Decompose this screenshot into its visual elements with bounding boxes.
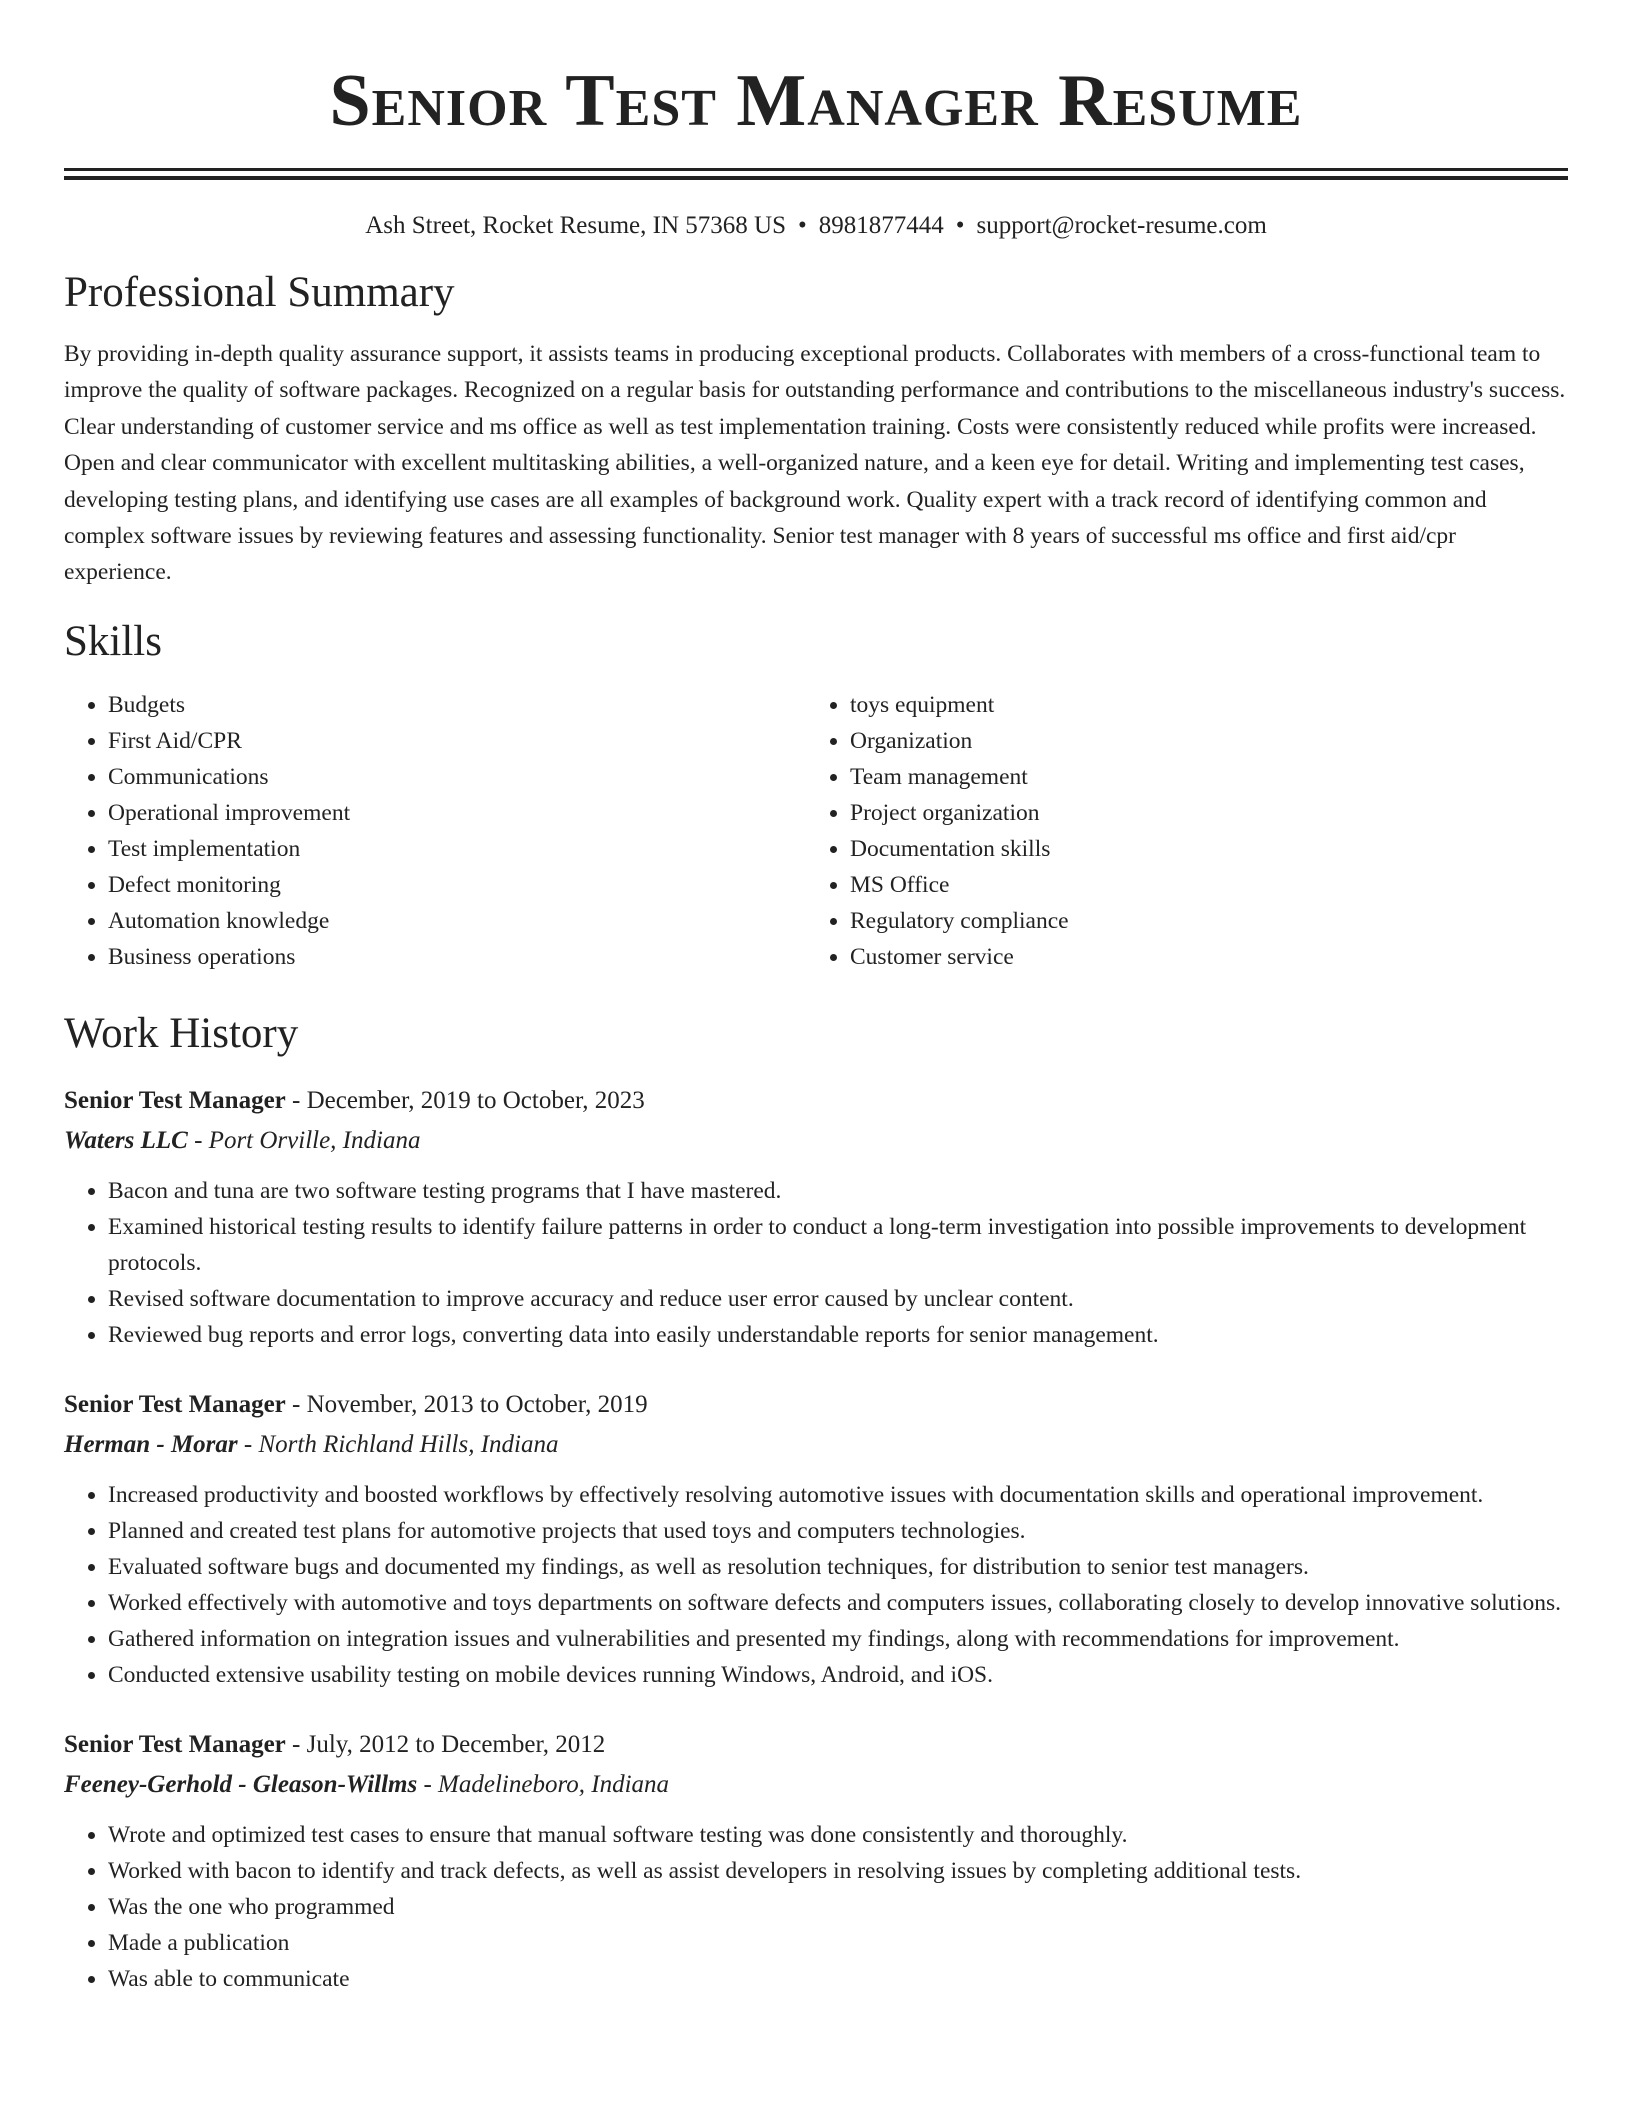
job-title-line	[64, 1083, 1568, 1119]
contact-email: support@rocket-resume.com	[976, 212, 1267, 239]
contact-separator: •	[955, 212, 965, 239]
job-title: Senior Test Manager	[64, 1390, 286, 1418]
job-bullets	[64, 1477, 1568, 1693]
skill-item: • toys equipment	[850, 687, 1568, 723]
job-location: - Port Orville, Indiana	[187, 1126, 421, 1154]
skill-item: • Automation knowledge	[108, 903, 806, 939]
job-bullet: • Revised software documentation to improve accuracy and reduce user error caused by unclear content.	[108, 1281, 1568, 1317]
skill-item: • Defect monitoring	[108, 867, 806, 903]
job-bullet: • Reviewed bug reports and error logs, converting data into easily understandable reports for senior management.	[108, 1317, 1568, 1353]
skill-item: • Project organization	[850, 795, 1568, 831]
job-company-line	[64, 1767, 1568, 1803]
skill-item: • Regulatory compliance	[850, 903, 1568, 939]
summary-heading: Professional Summary	[64, 269, 455, 316]
job-bullet: • Conducted extensive usability testing on mobile devices running Windows, Android, and iOS.	[108, 1657, 1568, 1693]
job-bullets	[64, 1173, 1568, 1353]
contact-phone: 8981877444	[818, 212, 944, 239]
skill-item: • Business operations	[108, 939, 806, 975]
job-entry	[64, 1083, 1568, 1353]
job-location: - Madelineboro, Indiana	[417, 1770, 670, 1798]
resume-title: Senior Test Manager Resume	[329, 60, 1303, 142]
job-dates: - July, 2012 to December, 2012	[285, 1730, 606, 1758]
contact-address: Ash Street, Rocket Resume, IN 57368 US	[365, 212, 786, 239]
skill-item: • Operational improvement	[108, 795, 806, 831]
job-bullet: • Bacon and tuna are two software testing programs that I have mastered.	[108, 1173, 1568, 1209]
job-dates: - December, 2019 to October, 2023	[285, 1086, 645, 1114]
job-bullet: • Examined historical testing results to identify failure patterns in order to conduct a long-term investigation into possible improvements to development protocols.	[108, 1209, 1568, 1281]
title-divider	[64, 168, 1568, 180]
contact-line	[64, 210, 1568, 242]
work-history-heading: Work History	[64, 1009, 299, 1057]
skills-column-left	[64, 687, 806, 975]
job-bullets	[64, 1817, 1568, 1997]
job-company: Feeney-Gerhold - Gleason-Willms	[64, 1770, 418, 1798]
job-bullet: • Wrote and optimized test cases to ensure that manual software testing was done consistently and thoroughly.	[108, 1817, 1568, 1853]
skill-item: • MS Office	[850, 867, 1568, 903]
skill-item: • Test implementation	[108, 831, 806, 867]
job-entry	[64, 1727, 1568, 1997]
skills-list	[64, 687, 1568, 975]
job-bullet: • Worked with bacon to identify and track defects, as well as assist developers in resolving issues by completing additional tests.	[108, 1853, 1568, 1889]
skill-item: • Budgets	[108, 687, 806, 723]
job-company-line	[64, 1427, 1568, 1463]
job-company: Herman - Morar	[64, 1430, 238, 1458]
job-entry	[64, 1387, 1568, 1693]
job-bullet: • Evaluated software bugs and documented my findings, as well as resolution techniques, for distribution to senior test managers.	[108, 1549, 1568, 1585]
job-company: Waters LLC	[64, 1126, 188, 1154]
job-bullet: • Increased productivity and boosted workflows by effectively resolving automotive issues with documentation skills and operational improvement.	[108, 1477, 1568, 1513]
skill-item: • Team management	[850, 759, 1568, 795]
job-bullet: • Worked effectively with automotive and toys departments on software defects and computers issues, collaborating closely to develop innovative solutions.	[108, 1585, 1568, 1621]
skills-heading: Skills	[64, 617, 162, 665]
job-bullet: • Made a publication	[108, 1925, 1568, 1961]
job-title: Senior Test Manager	[64, 1730, 286, 1758]
job-title: Senior Test Manager	[64, 1086, 286, 1114]
summary-text: By providing in-depth quality assurance support, it assists teams in producing exceptional products. Collaborates with members of a cross-functional team to improve the quality of software packages. Recognized on a regular basis for outstanding performance and contributions to the miscellaneous industry's success. Clear understanding of customer service and ms office as well as test implementation training. Costs were consistently reduced while profits were increased. Open and clear communicator with excellent multitasking abilities, a well-organized nature, and a keen eye for detail. Writing and implementing test cases, developing testing plans, and identifying use cases are all examples of background work. Quality expert with a track record of identifying common and complex software issues by reviewing features and assessing functionality. Senior test manager with 8 years of successful ms office and first aid/cpr experience.	[64, 341, 1566, 586]
skill-item: • Documentation skills	[850, 831, 1568, 867]
job-title-line	[64, 1727, 1568, 1763]
skills-column-right	[806, 687, 1568, 975]
job-location: - North Richland Hills, Indiana	[237, 1430, 559, 1458]
job-bullet: • Planned and created test plans for automotive projects that used toys and computers technologies.	[108, 1513, 1568, 1549]
job-bullet: • Was able to communicate	[108, 1961, 1568, 1997]
contact-separator: •	[797, 212, 807, 239]
skill-item: • First Aid/CPR	[108, 723, 806, 759]
job-bullet: • Gathered information on integration issues and vulnerabilities and presented my findings, along with recommendations for improvement.	[108, 1621, 1568, 1657]
skill-item: • Organization	[850, 723, 1568, 759]
job-title-line	[64, 1387, 1568, 1423]
job-dates: - November, 2013 to October, 2019	[285, 1390, 648, 1418]
job-company-line	[64, 1123, 1568, 1159]
skill-item: • Customer service	[850, 939, 1568, 975]
job-bullet: • Was the one who programmed	[108, 1889, 1568, 1925]
skill-item: • Communications	[108, 759, 806, 795]
